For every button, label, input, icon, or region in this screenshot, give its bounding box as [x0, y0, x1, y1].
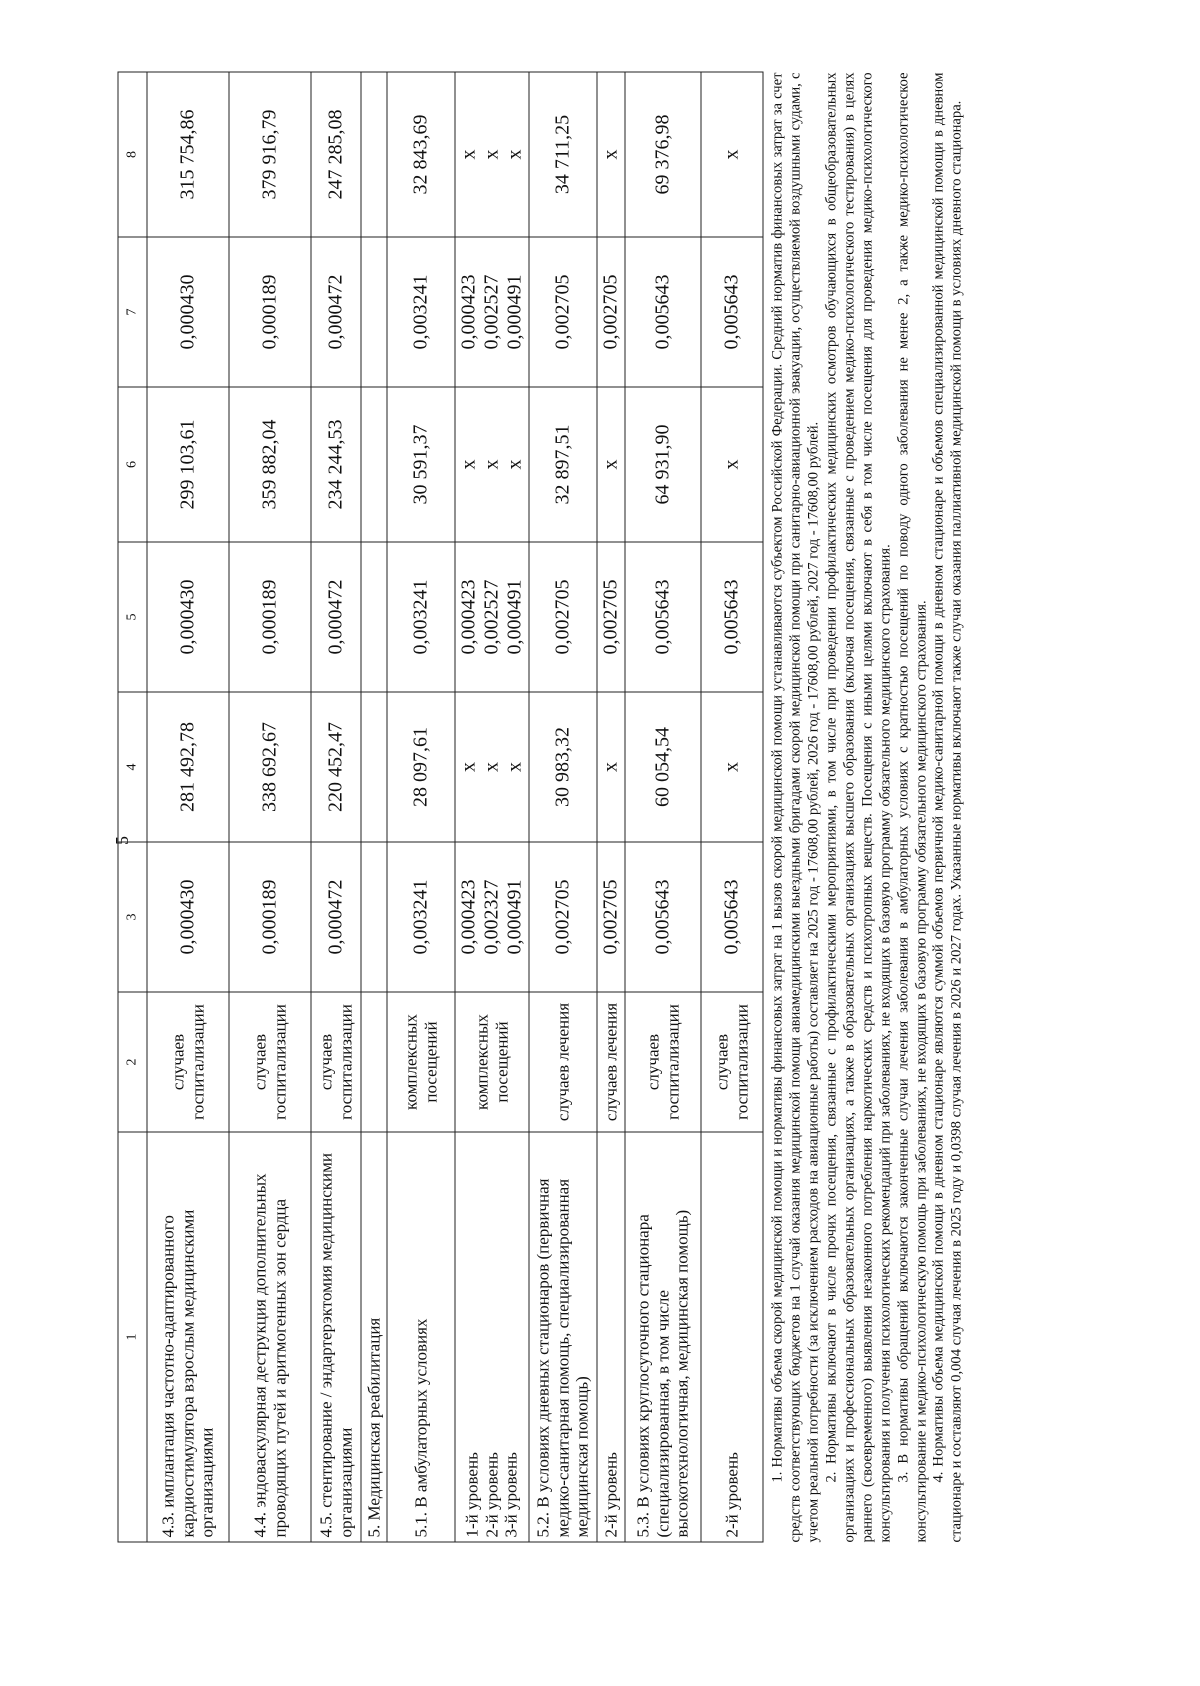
row-name-cell: 4.4. эндоваскулярная деструкция дополнительных проводящих путей и аритмогенных зон сердца: [229, 1132, 311, 1542]
unit-cell: случаев госпитализации: [229, 992, 311, 1132]
unit-cell: комплексных посещений: [387, 992, 455, 1132]
col4-cell: x x x: [455, 692, 529, 842]
empty-cell: [361, 842, 387, 992]
empty-cell: [361, 692, 387, 842]
column-header-1: 1: [118, 1132, 147, 1542]
col7-cell: 0,000430: [147, 237, 229, 387]
table-row: [625, 72, 701, 1542]
document-page: [118, 73, 1103, 1543]
table-row: [701, 72, 763, 1542]
col7-cell: 0,002705: [529, 237, 597, 387]
col3-cell: 0,003241: [387, 842, 455, 992]
page-number: 5: [112, 836, 132, 845]
unit-cell: случаев госпитализации: [625, 992, 701, 1132]
column-header-3: 3: [118, 842, 147, 992]
col6-cell: 359 882,04: [229, 387, 311, 542]
footnote-4: 4. Нормативы объема медицинской помощи в дневном стационаре являются суммой объемов первичной медико-санитарной помощи в дневном стационаре и объемов специализированной медицинской помощи в дневном стационаре и составляют 0,004 случая лечения в 2025 году и 0,0398 случая лечения в 2026 и 2027 годах. Указанные нормативы включают также случаи оказания паллиативной медицинской помощи в условиях дневного стационара.: [930, 72, 965, 1543]
col5-cell: 0,000189: [229, 542, 311, 692]
col6-cell: 64 931,90: [625, 387, 701, 542]
col5-cell: 0,005643: [625, 542, 701, 692]
col8-cell: 247 285,08: [311, 72, 361, 237]
unit-cell: случаев лечения: [597, 992, 625, 1132]
col4-cell: 281 492,78: [147, 692, 229, 842]
col4-cell: 338 692,67: [229, 692, 311, 842]
col3-cell: 0,000423 0,002327 0,000491: [455, 842, 529, 992]
row-name-cell: 5.1. В амбулаторных условиях: [387, 1132, 455, 1542]
col8-cell: x x x: [455, 72, 529, 237]
col5-cell: 0,000430: [147, 542, 229, 692]
col6-cell: 32 897,51: [529, 387, 597, 542]
col7-cell: 0,003241: [387, 237, 455, 387]
col7-cell: 0,002705: [597, 237, 625, 387]
col4-cell: x: [597, 692, 625, 842]
col5-cell: 0,005643: [701, 542, 763, 692]
col6-cell: x: [597, 387, 625, 542]
footnote-2: 2. Нормативы включают в числе прочих посещения, связанные с профилактическими мероприятиями, в том числе при проведении профилактических медицинских осмотров обучающихся в общеобразовательных организациях и профессиональных образовательных организациях, а также в образовательных организациях высшего образования (включая посещения, связанные с проведением медико-психологического тестирования) в целях раннего (своевременного) выявления незаконного потребления наркотических средств и психотропных веществ. Посещения с иными целями включают в себя в том числе посещения для проведения медико-психологического консультирования и получения психологических рекомендаций при заболеваниях, не входящих в базовую программу обязательного медицинского страхования.: [823, 72, 894, 1543]
col3-cell: 0,002705: [597, 842, 625, 992]
col3-cell: 0,005643: [701, 842, 763, 992]
unit-cell: случаев лечения: [529, 992, 597, 1132]
unit-cell: случаев госпитализации: [311, 992, 361, 1132]
col3-cell: 0,000472: [311, 842, 361, 992]
col6-cell: 299 103,61: [147, 387, 229, 542]
col7-cell: 0,000423 0,002527 0,000491: [455, 237, 529, 387]
col5-cell: 0,000472: [311, 542, 361, 692]
table-row: [147, 72, 229, 1542]
unit-cell: комплексных посещений: [455, 992, 529, 1132]
empty-cell: [361, 542, 387, 692]
column-header-6: 6: [118, 387, 147, 542]
col5-cell: 0,000423 0,002527 0,000491: [455, 542, 529, 692]
col8-cell: 379 916,79: [229, 72, 311, 237]
table-row: [597, 72, 625, 1542]
col4-cell: 220 452,47: [311, 692, 361, 842]
table-row: [229, 72, 311, 1542]
col5-cell: 0,002705: [597, 542, 625, 692]
column-header-5: 5: [118, 542, 147, 692]
col7-cell: 0,005643: [701, 237, 763, 387]
norms-table: [118, 72, 764, 1543]
unit-cell: случаев госпитализации: [701, 992, 763, 1132]
table-row: [529, 72, 597, 1542]
row-name-cell: 4.5. стентирование / эндартерэктомия медицинскими организациями: [311, 1132, 361, 1542]
col4-cell: 28 097,61: [387, 692, 455, 842]
table-row: [387, 72, 455, 1542]
row-name-cell: 2-й уровень: [701, 1132, 763, 1542]
col4-cell: 30 983,32: [529, 692, 597, 842]
col7-cell: 0,000189: [229, 237, 311, 387]
col8-cell: 34 711,25: [529, 72, 597, 237]
footnote-3: 3. В нормативы обращений включаются законченные случаи лечения заболевания в амбулаторных условиях с кратностью посещений по поводу одного заболевания не менее 2, а также медико-психологическое консультирование и медико-психологическую помощь при заболеваниях, не входящих в базовую программу обязательного медицинского страхования.: [895, 72, 929, 1543]
col4-cell: 60 054,54: [625, 692, 701, 842]
col5-cell: 0,003241: [387, 542, 455, 692]
row-name-cell: 1-й уровень 2-й уровень 3-й уровень: [455, 1132, 529, 1542]
column-header-2: 2: [118, 992, 147, 1132]
col7-cell: 0,000472: [311, 237, 361, 387]
footnote-1: 1. Нормативы объема скорой медицинской помощи и нормативы финансовых затрат на 1 вызов скорой медицинской помощи устанавливаются субъектом Российской Федерации. Средний норматив финансовых затрат за счет средств соответствующих бюджетов на 1 случай оказания медицинской помощи авиамедицинскими выездными бригадами скорой медицинской помощи при санитарно-авиационной эвакуации, осуществляемой воздушными судами, с учетом реальной потребности (за исключением расходов на авиационные работы) составляет на 2025 год - 17608,00 рублей, 2026 год - 17608,00 рублей, 2027 год - 17608,00 рублей.: [769, 72, 822, 1543]
col6-cell: x x x: [455, 387, 529, 542]
row-name-cell: 5.2. В условиях дневных стационаров (первичная медико-санитарная помощь, специализированная медицинская помощь): [529, 1132, 597, 1542]
col3-cell: 0,000189: [229, 842, 311, 992]
col8-cell: 32 843,69: [387, 72, 455, 237]
col8-cell: 69 376,98: [625, 72, 701, 237]
col6-cell: 234 244,53: [311, 387, 361, 542]
col8-cell: x: [597, 72, 625, 237]
section-heading: 5. Медицинская реабилитация: [361, 1132, 387, 1542]
col6-cell: 30 591,37: [387, 387, 455, 542]
empty-cell: [361, 992, 387, 1132]
col6-cell: x: [701, 387, 763, 542]
col3-cell: 0,000430: [147, 842, 229, 992]
empty-cell: [361, 387, 387, 542]
col4-cell: x: [701, 692, 763, 842]
footnotes: [770, 73, 967, 1543]
table-header-row: [118, 72, 147, 1542]
column-header-4: 4: [118, 692, 147, 842]
col5-cell: 0,002705: [529, 542, 597, 692]
table-row: [361, 72, 387, 1542]
table-row: [311, 72, 361, 1542]
col3-cell: 0,002705: [529, 842, 597, 992]
row-name-cell: 5.3. В условиях круглосуточного стационара (специализированная, в том числе высокотехнологичная, медицинская помощь): [625, 1132, 701, 1542]
table-row: [455, 72, 529, 1542]
column-header-7: 7: [118, 237, 147, 387]
column-header-8: 8: [118, 72, 147, 237]
row-name-cell: 2-й уровень: [597, 1132, 625, 1542]
col8-cell: x: [701, 72, 763, 237]
unit-cell: случаев госпитализации: [147, 992, 229, 1132]
col7-cell: 0,005643: [625, 237, 701, 387]
col8-cell: 315 754,86: [147, 72, 229, 237]
col3-cell: 0,005643: [625, 842, 701, 992]
row-name-cell: 4.3. имплантация частотно-адаптированного кардиостимулятора взрослым медицинскими организациями: [147, 1132, 229, 1542]
empty-cell: [361, 72, 387, 237]
empty-cell: [361, 237, 387, 387]
